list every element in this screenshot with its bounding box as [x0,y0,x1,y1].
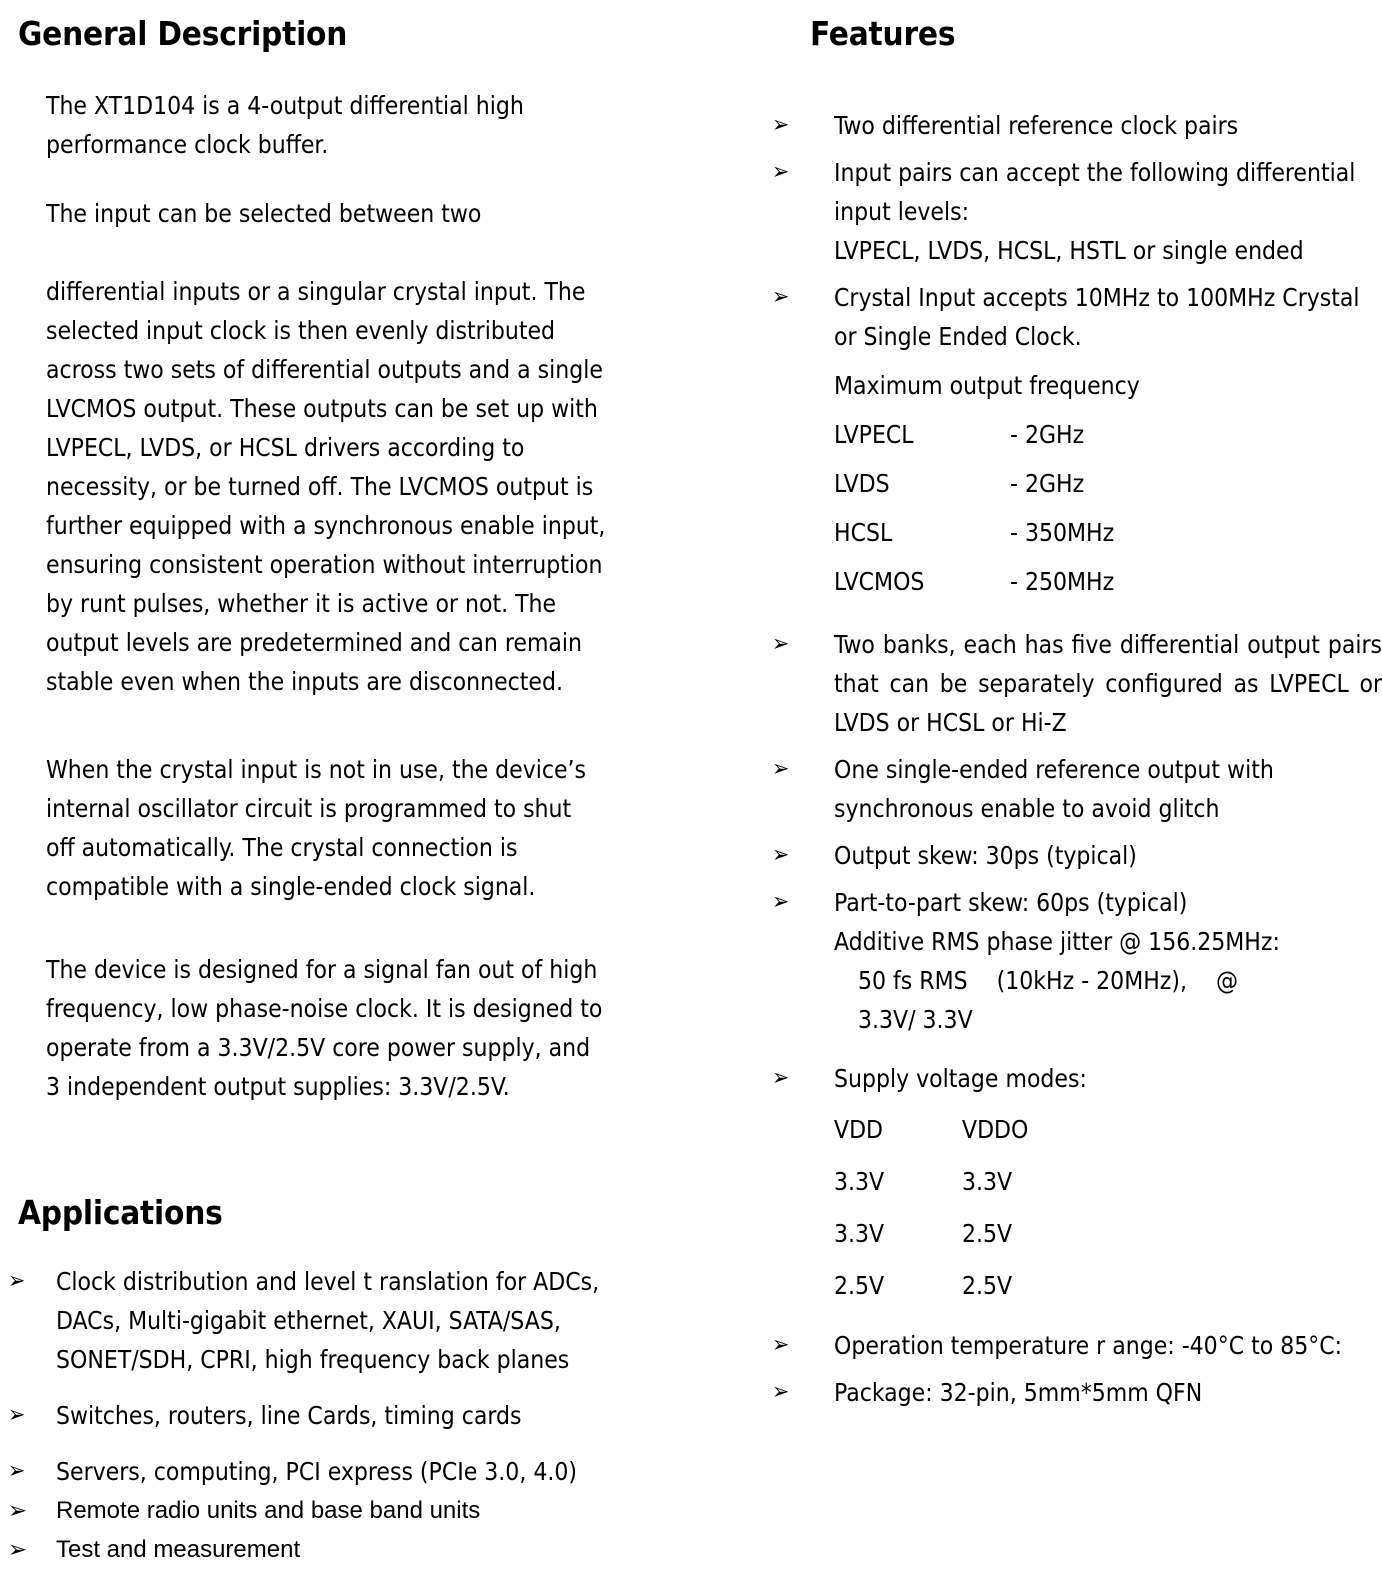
feature-item-label: Part-to-part skew: 60ps (typical) [834,888,1188,917]
max-output-frequency-table [834,415,1114,611]
table-cell-vdd: 3.3V [834,1167,885,1196]
arrow-bullet-icon: ➢ [772,889,790,915]
arrow-bullet-icon: ➢ [8,1402,26,1428]
feature-item-label: Supply voltage modes: [834,1064,1087,1093]
feature-item-label: Package: 32-pin, 5mm*5mm QFN [834,1378,1203,1407]
arrow-bullet-icon: ➢ [772,159,790,185]
supply-voltage-modes-table [834,1110,1028,1318]
feature-item-label: Output skew: 30ps (typical) [834,841,1137,870]
arrow-bullet-icon: ➢ [772,1065,790,1091]
general-description-heading: General Description [18,14,348,53]
list-item [772,883,1382,1039]
feature-item-label: Input pairs can accept the following differential input levels: [834,158,1356,226]
list-item [772,153,1382,270]
list-item [772,1059,1382,1318]
list-item [772,278,1382,611]
spacer [772,875,1382,883]
table-cell-vdd: 2.5V [834,1271,885,1300]
feature-sub-line: Maximum output frequency [834,371,1140,400]
applications-list [8,1262,668,1569]
application-item-label: Test and measurement [56,1536,301,1563]
features-heading: Features [810,14,956,53]
arrow-bullet-icon: ➢ [772,284,790,310]
table-row [834,513,1114,562]
feature-sub-line: 3.3V/ 3.3V [858,1005,973,1034]
arrow-bullet-icon: ➢ [772,842,790,868]
spacer [772,828,1382,836]
table-cell-vddo: 2.5V [962,1271,1013,1300]
description-paragraph-3: differential inputs or a singular crystal input. The selected input clock is then evenly distributed across two sets of differential outputs and a single LVCMOS output. These outputs can be set up with LVPECL, LVDS, or HCSL drivers according to necessity, or be turned off. The LVCMOS output is further equipped with a synchronous enable input, ensuring consistent operation without interruption by runt pulses, whether it is active or not. The output levels are predetermined and can remain stable even when the inputs are disconnected. [46,277,606,696]
table-cell-frequency: - 2GHz [1010,469,1085,498]
feature-sub-line: LVPECL, LVDS, HCSL, HSTL or single ended [834,236,1304,265]
description-paragraph-1: The XT1D104 is a 4-output differential high performance clock buffer. [46,91,524,159]
list-item [772,750,1382,828]
spacer [772,742,1382,750]
arrow-bullet-icon: ➢ [8,1536,28,1562]
feature-sub-line: 50 fs RMS (10kHz - 20MHz), @ [858,966,1239,995]
spacer [772,1318,1382,1326]
application-item-label: Remote radio units and base band units [56,1497,481,1524]
table-cell-standard: LVCMOS [834,567,925,596]
table-cell-standard: LVDS [834,469,890,498]
feature-item-label: Two banks, each has five differential output pairs that can be separately configured as LVPECL or LVDS or HCSL or Hi-Z [834,630,1382,737]
table-cell-frequency: - 350MHz [1010,518,1115,547]
table-cell-vddo: 3.3V [962,1167,1013,1196]
application-item-label: Servers, computing, PCI express (PCIe 3.0, 4.0) [56,1457,577,1486]
list-item [772,836,1382,875]
table-header-vddo: VDDO [962,1115,1029,1144]
list-item [772,106,1382,145]
spacer [772,145,1382,153]
list-item [772,1326,1382,1365]
feature-item-label: Crystal Input accepts 10MHz to 100MHz Crystal or Single Ended Clock. [834,283,1360,351]
table-row [834,1214,1028,1266]
table-cell-vdd: 3.3V [834,1219,885,1248]
arrow-bullet-icon: ➢ [8,1458,26,1484]
table-row [834,1266,1028,1318]
features-list [772,106,1382,1412]
table-row [834,464,1114,513]
description-paragraph-2: The input can be selected between two [46,199,482,228]
feature-sub-line: Additive RMS phase jitter @ 156.25MHz: [834,927,1280,956]
feature-item-label: Two differential reference clock pairs [834,111,1239,140]
list-item [8,1491,668,1530]
spacer [772,270,1382,278]
table-cell-standard: LVPECL [834,420,914,449]
table-row [834,562,1114,611]
spacer [772,1365,1382,1373]
list-item [8,1452,668,1491]
list-item [8,1396,668,1435]
table-cell-frequency: - 250MHz [1010,567,1115,596]
spacer [772,1039,1382,1059]
list-item [8,1262,668,1379]
spacer [772,611,1382,625]
list-item [772,625,1382,742]
arrow-bullet-icon: ➢ [8,1497,28,1523]
description-paragraph-4: When the crystal input is not in use, the device’s internal oscillator circuit is programmed to shut off automatically. The crystal connection is compatible with a single-ended clock signal. [46,755,587,901]
table-cell-frequency: - 2GHz [1010,420,1085,449]
table-cell-standard: HCSL [834,518,893,547]
table-row [834,415,1114,464]
table-header-vdd: VDD [834,1115,884,1144]
arrow-bullet-icon: ➢ [772,1332,790,1358]
table-row [834,1110,1028,1162]
table-cell-vddo: 2.5V [962,1219,1013,1248]
list-item [772,1373,1382,1412]
arrow-bullet-icon: ➢ [772,112,790,138]
applications-heading: Applications [18,1193,223,1232]
feature-item-label: Operation temperature r ange: -40°C to 85°C: [834,1331,1343,1360]
arrow-bullet-icon: ➢ [772,1379,790,1405]
arrow-bullet-icon: ➢ [772,631,790,657]
application-item-label: Clock distribution and level t ranslation for ADCs, DACs, Multi-gigabit ethernet, XAUI, SATA/SAS, SONET/SDH, CPRI, high frequency back planes [56,1267,600,1374]
arrow-bullet-icon: ➢ [8,1268,26,1294]
feature-item-label: One single-ended reference output with synchronous enable to avoid glitch [834,755,1274,823]
description-paragraph-5: The device is designed for a signal fan out of high frequency, low phase-noise clock. It is designed to operate from a 3.3V/2.5V core power supply, and 3 independent output supplies: 3.3V/2.5V. [46,955,603,1101]
application-item-label: Switches, routers, line Cards, timing cards [56,1401,522,1430]
arrow-bullet-icon: ➢ [772,756,790,782]
table-row [834,1162,1028,1214]
list-item [8,1530,668,1569]
